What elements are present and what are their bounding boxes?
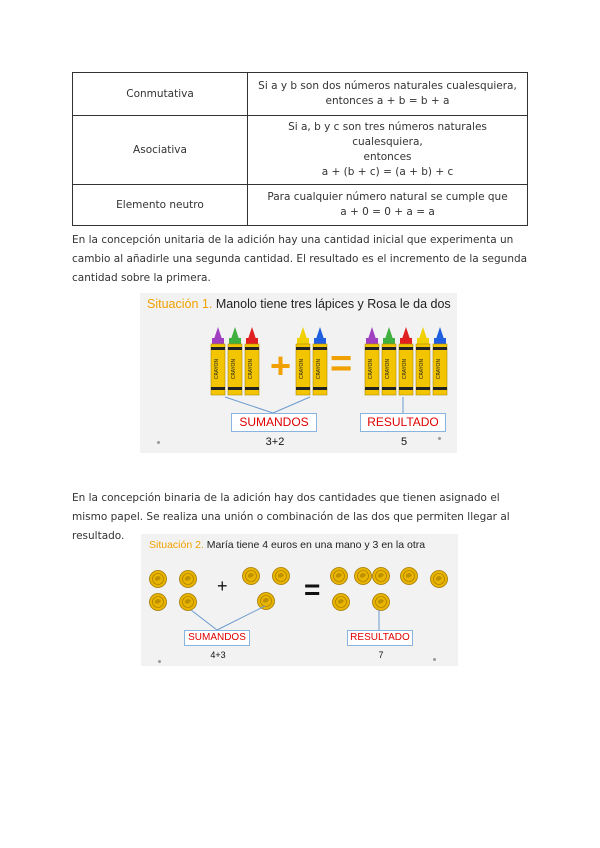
- slide-title-text: María tiene 4 euros en una mano y 3 en la otra: [206, 539, 426, 551]
- slide-dot: [157, 441, 160, 444]
- slide-dot: [438, 437, 441, 440]
- addends-label: SUMANDOS: [231, 413, 317, 432]
- slide-dot: [433, 658, 436, 661]
- connector-lines: [141, 534, 458, 666]
- property-name: Asociativa: [73, 116, 248, 185]
- svg-text:CRAYON: CRAYON: [368, 358, 374, 380]
- property-description: Si a y b son dos números naturales cualesquiera, entonces a + b = b + a: [248, 73, 528, 116]
- addition-expression: 4+3: [210, 650, 226, 660]
- addition-properties-table: [72, 72, 528, 226]
- property-description: Si a, b y c son tres números naturales cualesquiera, entonces a + (b + c) = (a + b) + c: [248, 116, 528, 185]
- property-name: Elemento neutro: [73, 185, 248, 226]
- svg-text:CRAYON: CRAYON: [299, 358, 305, 380]
- svg-text:CRAYON: CRAYON: [316, 358, 322, 380]
- slide-title-lead: Situación 1.: [147, 297, 213, 311]
- equals-sign: =: [304, 574, 321, 605]
- slide-dot: [158, 660, 161, 663]
- result-value: 5: [400, 436, 408, 448]
- result-label: RESULTADO: [347, 630, 413, 646]
- addends-label: SUMANDOS: [184, 630, 250, 646]
- svg-text:CRAYON: CRAYON: [402, 358, 408, 380]
- equals-sign: =: [330, 343, 353, 385]
- svg-text:CRAYON: CRAYON: [214, 358, 220, 380]
- situation-1-slide: [140, 293, 457, 453]
- table-row: [73, 116, 528, 185]
- svg-text:CRAYON: CRAYON: [436, 358, 442, 380]
- property-description: Para cualquier número natural se cumple que a + 0 = 0 + a = a: [248, 185, 528, 226]
- situation-2-slide: [141, 534, 458, 666]
- property-name: Conmutativa: [73, 73, 248, 116]
- slide-title-text: Manolo tiene tres lápices y Rosa le da dos: [215, 297, 451, 311]
- paragraph-unitary: En la concepción unitaria de la adición hay una cantidad inicial que experimenta un cambio al añadirle una segunda cantidad. El resultado es el incremento de la segunda cantidad sobre la primera.: [72, 234, 528, 284]
- table-row: [73, 73, 528, 116]
- svg-text:CRAYON: CRAYON: [419, 358, 425, 380]
- slide-title-lead: Situación 2.: [149, 539, 204, 551]
- plus-sign: +: [217, 576, 228, 596]
- paragraph-binary: En la concepción binaria de la adición hay dos cantidades que tienen asignado el mismo papel. Se realiza una unión o combinación de las dos que permiten llegar al resultado.: [72, 492, 510, 542]
- result-value: 7: [378, 650, 384, 660]
- svg-text:CRAYON: CRAYON: [248, 358, 254, 380]
- result-label: RESULTADO: [360, 413, 446, 432]
- svg-text:CRAYON: CRAYON: [385, 358, 391, 380]
- addition-expression: 3+2: [265, 436, 285, 448]
- table-row: [73, 185, 528, 226]
- svg-text:CRAYON: CRAYON: [231, 358, 237, 380]
- plus-sign: +: [270, 345, 292, 386]
